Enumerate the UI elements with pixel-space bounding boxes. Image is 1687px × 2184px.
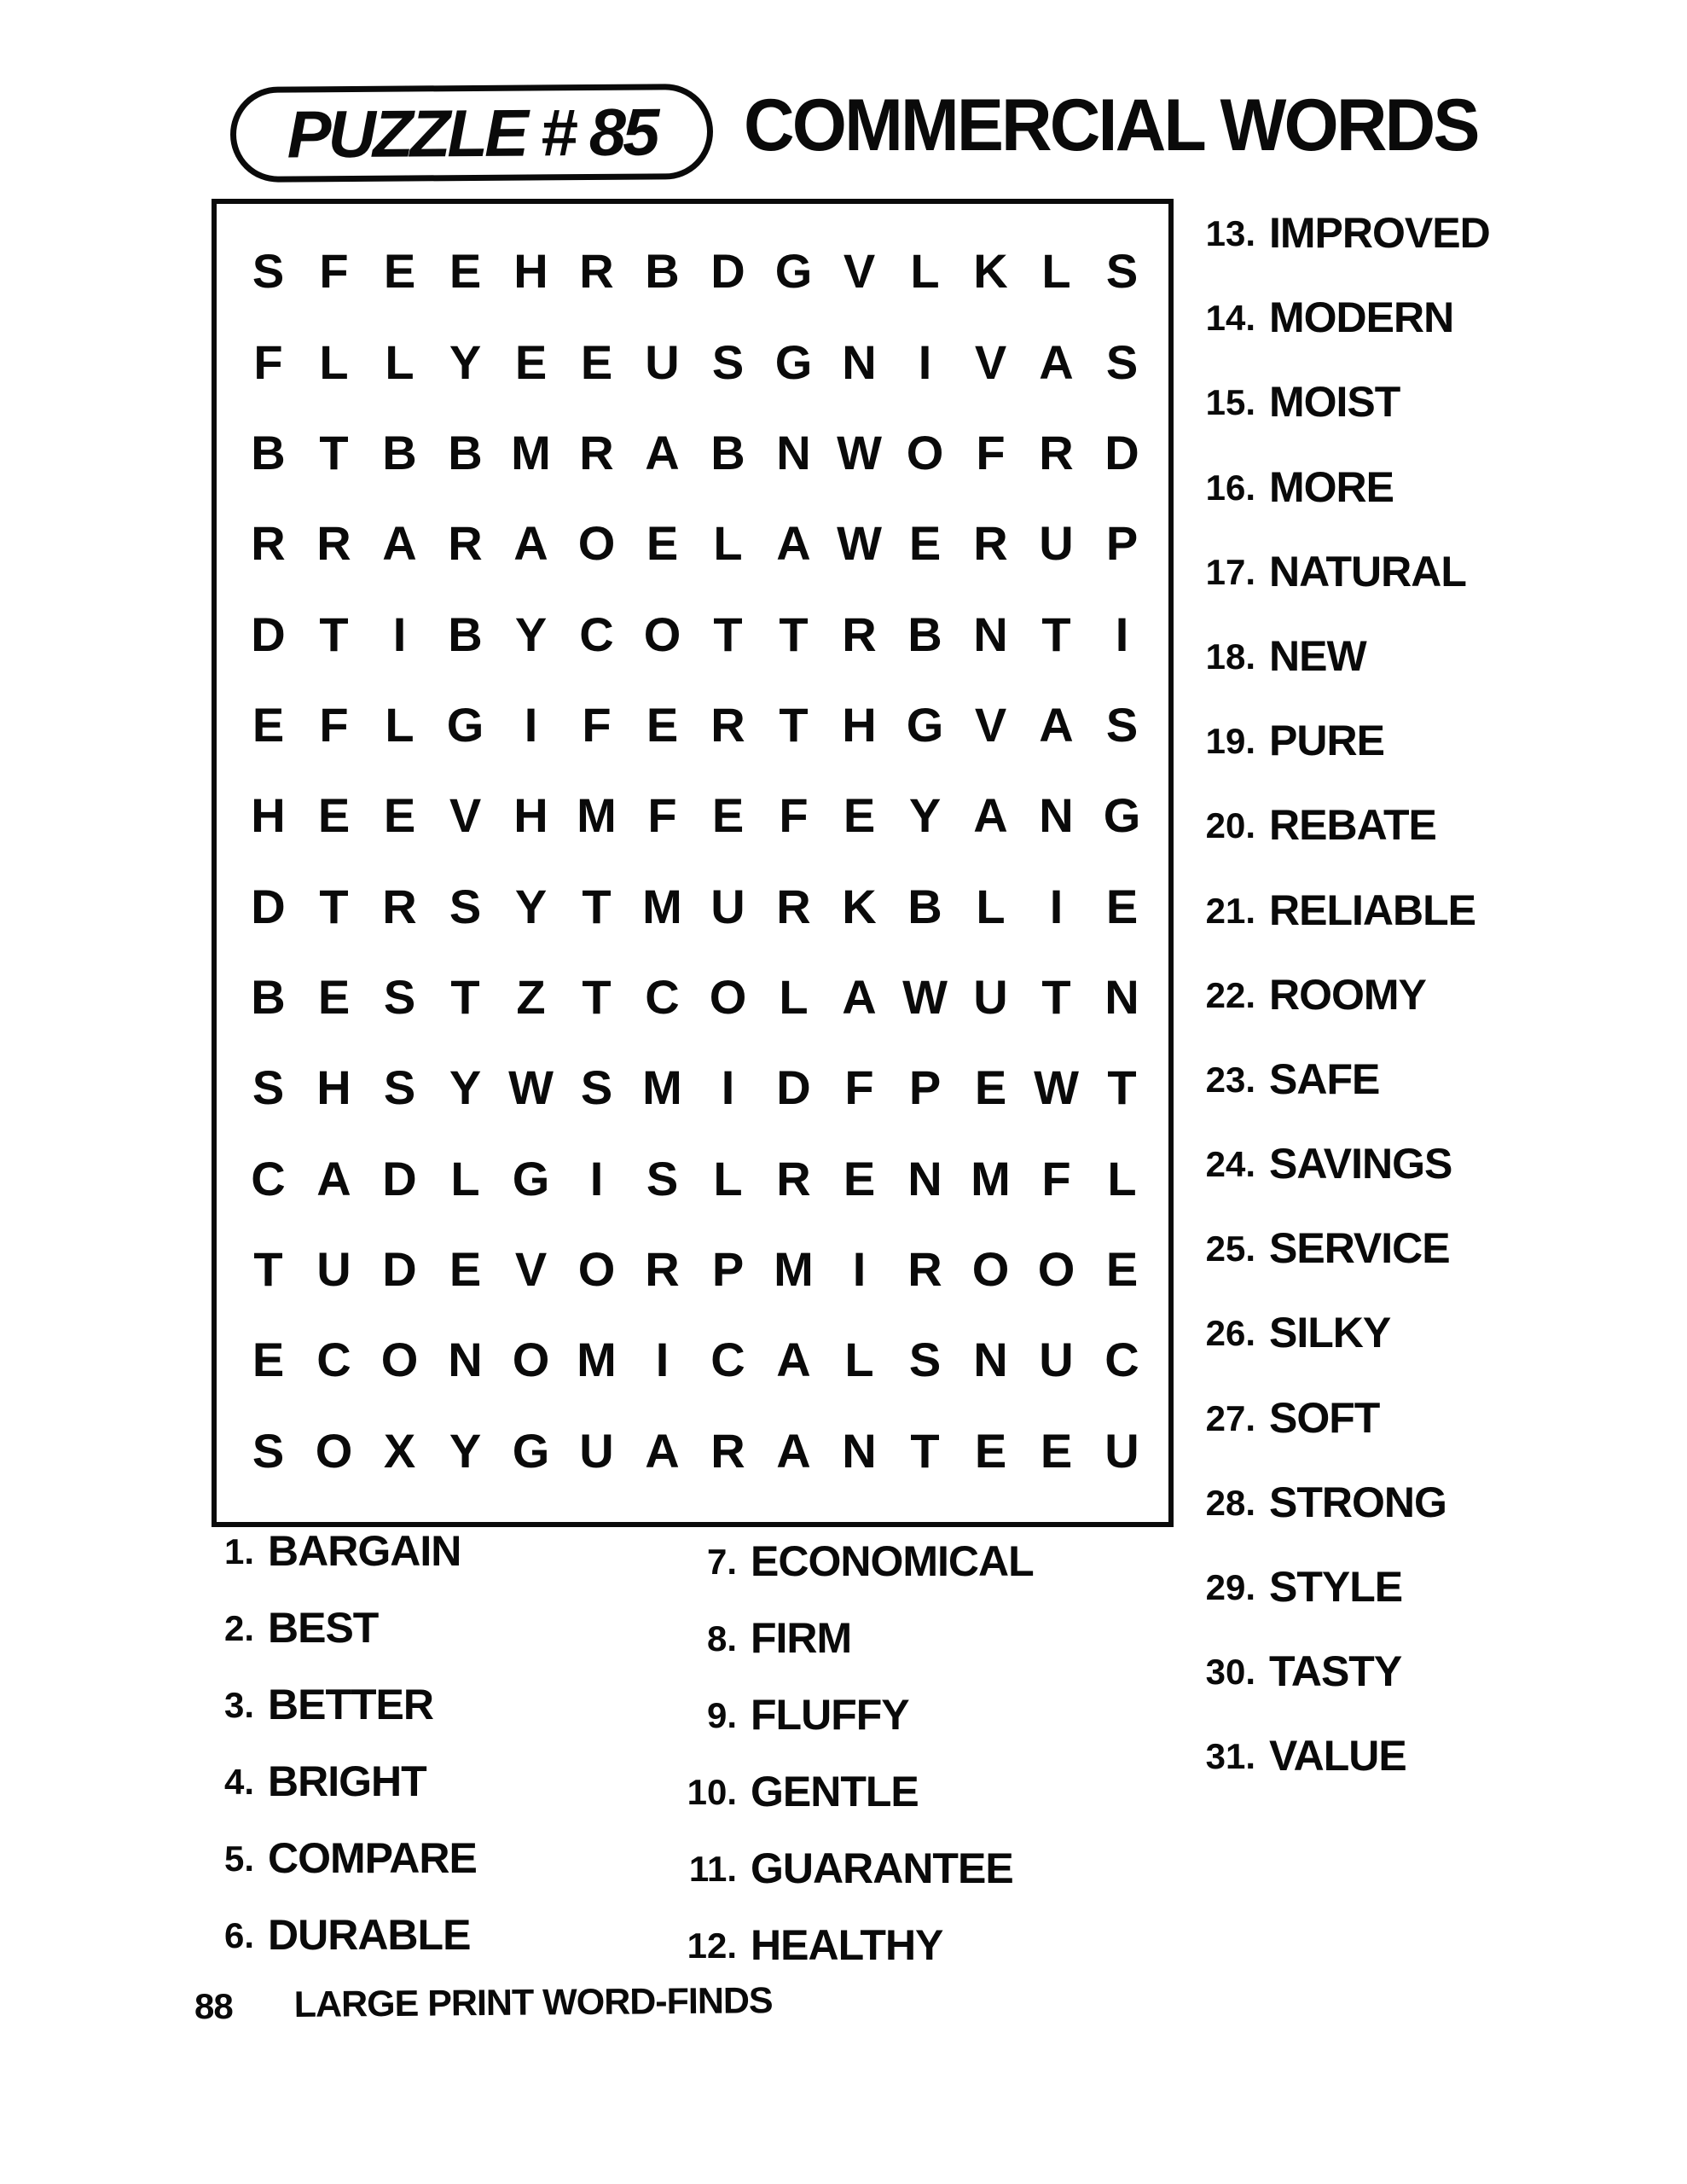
grid-letter-r10c9: D	[776, 1060, 811, 1115]
grid-letter-r8c7: M	[642, 879, 682, 933]
word-number: 2.	[223, 1608, 254, 1648]
word-number: 6.	[223, 1915, 254, 1955]
grid-letter-r12c3: D	[382, 1242, 417, 1297]
word-label: SILKY	[1269, 1309, 1391, 1357]
grid-letter-r6c9: T	[779, 697, 809, 752]
grid-letter-r5c10: R	[842, 607, 877, 661]
word-number: 18.	[1205, 636, 1255, 677]
word-label: SAFE	[1269, 1054, 1380, 1103]
grid-letter-r8c2: T	[319, 879, 349, 933]
grid-letter-r1c7: B	[645, 244, 680, 299]
grid-letter-r5c2: T	[319, 607, 349, 661]
grid-letter-r9c4: T	[450, 970, 480, 1025]
grid-letter-r7c8: E	[711, 788, 745, 843]
grid-letter-r12c4: E	[449, 1242, 482, 1297]
grid-letter-r2c1: F	[253, 334, 283, 389]
grid-letter-r3c1: B	[251, 425, 286, 479]
grid-letter-r10c6: S	[580, 1060, 613, 1115]
grid-letter-r9c8: O	[709, 970, 747, 1025]
grid-letter-r8c10: K	[842, 879, 877, 933]
grid-letter-r4c13: U	[1039, 516, 1074, 571]
word-label: NEW	[1269, 631, 1366, 680]
grid-letter-r13c1: E	[252, 1333, 285, 1387]
grid-letter-r6c11: G	[906, 697, 944, 752]
page-title: COMMERCIAL WORDS	[744, 84, 1478, 166]
word-label: HEALTHY	[751, 1921, 943, 1969]
word-list-bottom-left	[215, 1527, 477, 1990]
grid-letter-r14c11: T	[910, 1423, 940, 1478]
grid-letter-r1c1: S	[252, 244, 285, 299]
word-item-firm	[682, 1614, 1034, 1693]
grid-letter-r10c5: W	[508, 1060, 554, 1115]
grid-letter-r14c9: A	[776, 1423, 811, 1478]
grid-letter-r9c14: N	[1104, 970, 1139, 1025]
grid-letter-r9c5: Z	[516, 970, 546, 1025]
grid-letter-r9c9: L	[779, 970, 809, 1025]
grid-letter-r5c4: B	[448, 607, 483, 661]
grid-letter-r1c5: H	[513, 244, 548, 299]
word-number: 15.	[1205, 382, 1255, 423]
footer-title: LARGE PRINT WORD-FINDS	[293, 1980, 773, 2025]
grid-letter-r3c8: B	[710, 425, 745, 479]
word-label: STYLE	[1269, 1563, 1403, 1611]
grid-letter-r13c5: O	[512, 1333, 550, 1387]
grid-letter-r12c8: P	[711, 1242, 745, 1297]
word-number: 16.	[1205, 467, 1255, 508]
grid-letter-r8c3: R	[382, 879, 417, 933]
word-number: 22.	[1205, 974, 1255, 1015]
grid-letter-r11c8: L	[713, 1151, 743, 1205]
grid-letter-r3c13: R	[1039, 425, 1074, 479]
word-item-bright	[215, 1757, 477, 1837]
grid-letter-r14c7: A	[645, 1423, 680, 1478]
grid-letter-r10c8: I	[721, 1060, 735, 1115]
grid-letter-r12c6: O	[577, 1242, 616, 1297]
grid-letter-r13c3: O	[380, 1333, 419, 1387]
grid-letter-r3c2: T	[319, 425, 349, 479]
puzzle-number-label: PUZZLE # 85	[287, 93, 657, 172]
word-number: 1.	[223, 1531, 254, 1571]
grid-letter-r12c5: V	[514, 1242, 548, 1297]
grid-letter-r13c6: M	[577, 1333, 617, 1387]
word-label: SAVINGS	[1269, 1140, 1452, 1188]
grid-letter-r13c13: U	[1039, 1333, 1074, 1387]
grid-letter-r10c10: F	[844, 1060, 874, 1115]
grid-letter-r7c11: Y	[908, 788, 942, 843]
word-item-roomy	[1192, 970, 1490, 1058]
grid-letter-r13c7: I	[655, 1333, 670, 1387]
grid-letter-r11c13: F	[1041, 1151, 1071, 1205]
word-number: 5.	[223, 1838, 254, 1879]
grid-letter-r4c7: E	[646, 516, 679, 571]
grid-letter-r14c8: R	[710, 1423, 745, 1478]
word-item-gentle	[682, 1770, 1034, 1847]
word-number: 12.	[687, 1926, 737, 1966]
grid-letter-r13c2: C	[316, 1333, 351, 1387]
grid-letter-r1c14: S	[1105, 244, 1139, 299]
grid-letter-r8c14: E	[1105, 879, 1139, 933]
word-item-guarantee	[682, 1844, 1034, 1924]
grid-letter-r1c6: R	[579, 244, 614, 299]
word-number: 20.	[1205, 805, 1255, 846]
grid-letter-r7c1: H	[251, 788, 286, 843]
word-label: DURABLE	[268, 1911, 471, 1959]
grid-letter-r14c2: O	[315, 1423, 353, 1478]
grid-letter-r9c1: B	[251, 970, 286, 1025]
word-number: 24.	[1205, 1144, 1255, 1185]
grid-letter-r5c11: B	[907, 607, 942, 661]
grid-letter-r2c4: Y	[449, 334, 482, 389]
word-item-improved	[1192, 209, 1490, 296]
grid-letter-r13c11: S	[908, 1333, 942, 1387]
grid-letter-r2c5: E	[514, 334, 548, 389]
grid-letter-r10c12: E	[974, 1060, 1007, 1115]
grid-letter-r9c12: U	[973, 970, 1008, 1025]
word-item-more	[1192, 462, 1490, 550]
grid-letter-r6c7: E	[646, 697, 679, 752]
grid-letter-r14c13: E	[1040, 1423, 1073, 1478]
grid-letter-r9c6: T	[582, 970, 612, 1025]
grid-letter-r7c10: E	[843, 788, 876, 843]
word-number: 13.	[1205, 213, 1255, 253]
word-label: SOFT	[1269, 1393, 1380, 1442]
grid-letter-r12c10: I	[852, 1242, 867, 1297]
word-item-economical	[682, 1537, 1034, 1617]
word-number: 3.	[223, 1685, 254, 1725]
word-label: COMPARE	[268, 1834, 477, 1882]
grid-letter-r3c12: F	[976, 425, 1006, 479]
grid-letter-r5c3: I	[392, 607, 407, 661]
word-number: 29.	[1205, 1567, 1255, 1607]
grid-letter-r5c12: N	[973, 607, 1008, 661]
grid-letter-r12c14: E	[1105, 1242, 1139, 1297]
grid-letter-r4c2: R	[316, 516, 351, 571]
grid-letter-r3c9: N	[776, 425, 811, 479]
grid-letter-r13c8: C	[710, 1333, 745, 1387]
word-item-fluffy	[682, 1693, 1034, 1770]
grid-letter-r2c6: E	[580, 334, 613, 389]
grid-letter-r10c14: T	[1107, 1060, 1137, 1115]
grid-letter-r9c13: T	[1041, 970, 1071, 1025]
grid-letter-r7c12: A	[973, 788, 1008, 843]
grid-letter-r3c10: W	[837, 425, 882, 479]
grid-letter-r11c2: A	[316, 1151, 351, 1205]
grid-letter-r4c3: A	[382, 516, 417, 571]
grid-letter-r8c6: T	[582, 879, 612, 933]
word-item-compare	[215, 1834, 477, 1914]
word-item-best	[215, 1606, 477, 1683]
grid-letter-r12c7: R	[645, 1242, 680, 1297]
grid-letter-r10c13: W	[1034, 1060, 1079, 1115]
grid-letter-r8c5: Y	[514, 879, 548, 933]
word-item-style	[1192, 1565, 1490, 1650]
grid-letter-r13c14: C	[1104, 1333, 1139, 1387]
grid-letter-r7c2: E	[317, 788, 351, 843]
grid-letter-r6c1: E	[252, 697, 285, 752]
word-item-value	[1192, 1734, 1490, 1819]
puzzle-number-badge	[230, 84, 714, 183]
grid-letter-r6c4: G	[446, 697, 484, 752]
grid-letter-r13c10: L	[844, 1333, 874, 1387]
word-number: 8.	[706, 1618, 737, 1658]
word-label: NATURAL	[1269, 547, 1466, 595]
word-number: 31.	[1205, 1736, 1255, 1777]
grid-letter-r3c11: O	[906, 425, 944, 479]
word-label: FLUFFY	[751, 1691, 909, 1739]
grid-letter-r4c9: A	[776, 516, 811, 571]
grid-letter-r14c12: E	[974, 1423, 1007, 1478]
word-label: SERVICE	[1269, 1224, 1450, 1273]
grid-letter-r7c7: F	[647, 788, 677, 843]
word-item-soft	[1192, 1393, 1490, 1481]
word-item-safe	[1192, 1054, 1490, 1142]
word-item-service	[1192, 1224, 1490, 1311]
grid-letter-r1c4: E	[449, 244, 482, 299]
grid-letter-r11c12: M	[971, 1151, 1011, 1205]
word-item-rebate	[1192, 801, 1490, 888]
grid-letter-r12c2: U	[316, 1242, 351, 1297]
grid-letter-r5c13: T	[1041, 607, 1071, 661]
grid-letter-r1c13: L	[1041, 244, 1071, 299]
word-label: GENTLE	[751, 1768, 919, 1815]
grid-letter-r1c10: V	[843, 244, 876, 299]
grid-letter-r6c14: S	[1105, 697, 1139, 752]
grid-letter-r3c6: R	[579, 425, 614, 479]
grid-letter-r7c6: M	[577, 788, 617, 843]
word-label: PURE	[1269, 717, 1384, 765]
grid-letter-r14c6: U	[579, 1423, 614, 1478]
grid-letter-r7c3: E	[383, 788, 416, 843]
grid-letter-r1c3: E	[383, 244, 416, 299]
word-label: MORE	[1269, 462, 1394, 511]
grid-letter-r5c1: D	[251, 607, 286, 661]
grid-letter-r8c1: D	[251, 879, 286, 933]
grid-letter-r11c14: L	[1107, 1151, 1137, 1205]
grid-letter-r11c3: D	[382, 1151, 417, 1205]
grid-letter-r2c2: L	[319, 334, 349, 389]
grid-letter-r2c7: U	[645, 334, 680, 389]
grid-letter-r5c8: T	[713, 607, 743, 661]
grid-letter-r6c3: L	[385, 697, 415, 752]
grid-letter-r13c9: A	[776, 1333, 811, 1387]
word-item-better	[215, 1683, 477, 1760]
grid-letter-r4c5: A	[513, 516, 548, 571]
grid-letter-r4c4: R	[448, 516, 483, 571]
word-item-savings	[1192, 1142, 1490, 1227]
grid-letter-r2c10: N	[842, 334, 877, 389]
grid-letter-r5c7: O	[643, 607, 681, 661]
grid-letter-r10c11: P	[908, 1060, 942, 1115]
grid-letter-r9c11: W	[902, 970, 948, 1025]
word-item-silky	[1192, 1311, 1490, 1396]
word-label: FIRM	[751, 1614, 852, 1662]
grid-letter-r2c13: A	[1039, 334, 1074, 389]
grid-letter-r1c8: D	[710, 244, 745, 299]
word-label: BARGAIN	[268, 1527, 461, 1575]
grid-letter-r12c11: R	[907, 1242, 942, 1297]
grid-letter-r13c12: N	[973, 1333, 1008, 1387]
grid-letter-r5c6: C	[579, 607, 614, 661]
word-number: 10.	[687, 1772, 737, 1812]
grid-letter-r5c9: T	[779, 607, 809, 661]
word-item-new	[1192, 631, 1490, 719]
grid-letter-r8c13: I	[1049, 879, 1064, 933]
grid-letter-r7c13: N	[1039, 788, 1074, 843]
word-label: BEST	[268, 1604, 379, 1652]
word-number: 9.	[706, 1695, 737, 1735]
word-label: TASTY	[1269, 1647, 1402, 1696]
grid-letter-r11c4: L	[450, 1151, 480, 1205]
grid-letter-r14c4: Y	[449, 1423, 482, 1478]
word-label: STRONG	[1269, 1478, 1446, 1526]
grid-letter-r7c5: H	[513, 788, 548, 843]
grid-letter-r1c12: K	[973, 244, 1008, 299]
word-item-durable	[215, 1911, 477, 1990]
grid-letter-r6c5: I	[524, 697, 538, 752]
grid-letter-r9c10: A	[842, 970, 877, 1025]
grid-letter-r12c12: O	[971, 1242, 1010, 1297]
grid-letter-r9c3: S	[383, 970, 416, 1025]
word-label: GUARANTEE	[751, 1844, 1013, 1892]
grid-letter-r3c7: A	[645, 425, 680, 479]
word-number: 14.	[1205, 298, 1255, 339]
word-list-bottom-middle	[682, 1537, 1034, 2001]
grid-letter-r3c14: D	[1104, 425, 1139, 479]
grid-letter-r6c8: R	[710, 697, 745, 752]
grid-letter-r10c3: S	[383, 1060, 416, 1115]
grid-letter-r1c11: L	[910, 244, 940, 299]
grid-letter-r6c10: H	[842, 697, 877, 752]
word-number: 26.	[1205, 1313, 1255, 1354]
word-item-natural	[1192, 547, 1490, 635]
grid-letter-r4c6: O	[577, 516, 616, 571]
page-number: 88	[194, 1986, 233, 2026]
grid-letter-r14c14: U	[1104, 1423, 1139, 1478]
grid-letter-r4c8: L	[713, 516, 743, 571]
word-item-modern	[1192, 293, 1490, 380]
grid-letter-r7c4: V	[449, 788, 482, 843]
word-label: IMPROVED	[1269, 209, 1490, 257]
word-item-bargain	[215, 1527, 477, 1606]
grid-letter-r5c14: I	[1115, 607, 1129, 661]
grid-letter-r9c7: C	[645, 970, 680, 1025]
grid-letter-r8c11: B	[907, 879, 942, 933]
word-number: 4.	[223, 1762, 254, 1802]
grid-letter-r10c7: M	[642, 1060, 682, 1115]
grid-letter-r11c5: G	[512, 1151, 550, 1205]
word-number: 21.	[1205, 890, 1255, 931]
grid-letter-r11c11: N	[907, 1151, 942, 1205]
grid-letter-r10c4: Y	[449, 1060, 482, 1115]
grid-letter-r14c10: N	[842, 1423, 877, 1478]
grid-letter-r11c9: R	[776, 1151, 811, 1205]
grid-letter-r9c2: E	[317, 970, 351, 1025]
grid-letter-r12c1: T	[253, 1242, 283, 1297]
grid-letter-r4c12: R	[973, 516, 1008, 571]
grid-letter-r4c11: E	[908, 516, 942, 571]
grid-letter-r14c1: S	[252, 1423, 285, 1478]
letter-grid	[212, 199, 1174, 1527]
grid-letter-r2c11: I	[918, 334, 932, 389]
grid-letter-r2c3: L	[385, 334, 415, 389]
word-item-reliable	[1192, 886, 1490, 973]
word-item-tasty	[1192, 1647, 1490, 1734]
grid-letter-r8c12: L	[976, 879, 1006, 933]
grid-letter-r11c6: I	[589, 1151, 604, 1205]
word-item-strong	[1192, 1478, 1490, 1565]
word-label: ROOMY	[1269, 970, 1426, 1019]
grid-letter-r5c5: Y	[514, 607, 548, 661]
grid-letter-r11c10: E	[843, 1151, 876, 1205]
word-number: 19.	[1205, 721, 1255, 762]
grid-letter-r6c6: F	[582, 697, 612, 752]
grid-letter-r7c9: F	[779, 788, 809, 843]
grid-letter-r8c9: R	[776, 879, 811, 933]
grid-letter-r3c3: B	[382, 425, 417, 479]
word-label: REBATE	[1269, 801, 1436, 850]
word-label: MOIST	[1269, 378, 1400, 427]
grid-letter-r2c9: G	[774, 334, 813, 389]
grid-letter-r11c1: C	[251, 1151, 286, 1205]
grid-letter-r14c5: G	[512, 1423, 550, 1478]
grid-letter-r10c1: S	[252, 1060, 285, 1115]
grid-letter-r2c8: S	[711, 334, 745, 389]
grid-letter-r14c3: X	[383, 1423, 416, 1478]
grid-letter-r6c2: F	[319, 697, 349, 752]
grid-letter-r1c9: G	[774, 244, 813, 299]
word-number: 17.	[1205, 551, 1255, 592]
word-number: 27.	[1205, 1397, 1255, 1438]
grid-letter-r3c5: M	[511, 425, 551, 479]
word-list-right	[1192, 209, 1490, 1820]
grid-letter-r6c12: V	[974, 697, 1007, 752]
grid-letter-r12c9: M	[774, 1242, 814, 1297]
word-number: 11.	[688, 1849, 737, 1889]
grid-letter-r2c14: S	[1105, 334, 1139, 389]
grid-letter-r4c1: R	[251, 516, 286, 571]
grid-letter-r10c2: H	[316, 1060, 351, 1115]
grid-letter-r4c14: P	[1105, 516, 1139, 571]
grid-letter-r8c8: U	[710, 879, 745, 933]
word-number: 23.	[1205, 1059, 1255, 1100]
word-label: BETTER	[268, 1681, 433, 1728]
grid-letter-r13c4: N	[448, 1333, 483, 1387]
grid-letter-r6c13: A	[1039, 697, 1074, 752]
grid-letter-r4c10: W	[837, 516, 882, 571]
word-label: MODERN	[1269, 293, 1454, 342]
word-label: BRIGHT	[268, 1757, 426, 1805]
word-number: 30.	[1205, 1652, 1255, 1693]
grid-letter-r3c4: B	[448, 425, 483, 479]
word-number: 25.	[1205, 1228, 1255, 1269]
grid-letter-r1c2: F	[319, 244, 349, 299]
grid-letter-r7c14: G	[1103, 788, 1141, 843]
grid-letter-r2c12: V	[974, 334, 1007, 389]
grid-letter-r12c13: O	[1037, 1242, 1075, 1297]
grid-letter-r11c7: S	[646, 1151, 679, 1205]
word-item-pure	[1192, 719, 1490, 804]
word-number: 28.	[1205, 1482, 1255, 1523]
word-label: RELIABLE	[1269, 886, 1475, 934]
word-label: ECONOMICAL	[751, 1537, 1034, 1585]
grid-letter-r8c4: S	[449, 879, 482, 933]
word-label: VALUE	[1269, 1732, 1406, 1780]
word-item-moist	[1192, 380, 1490, 465]
word-number: 7.	[706, 1542, 737, 1582]
